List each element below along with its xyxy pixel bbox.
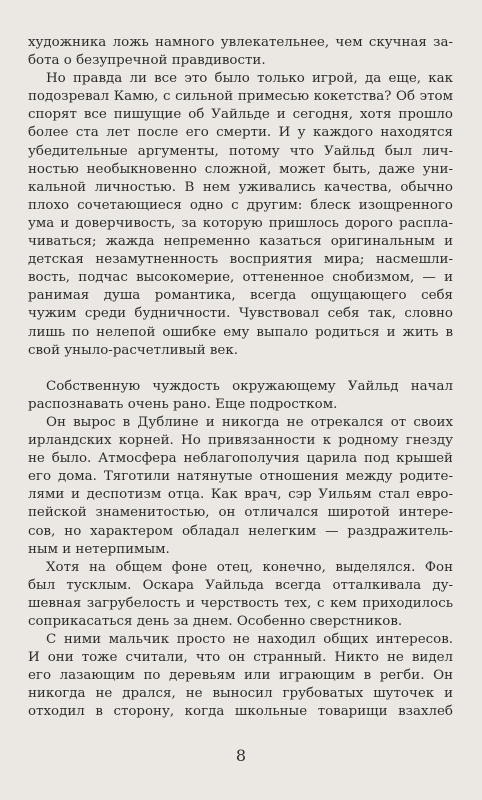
text-line: ранимая душа романтика, всегда ощущающего себя xyxy=(28,288,453,304)
text-line: чужим среди будничности. Чувствовал себя так, словно xyxy=(28,306,453,322)
text-line: художника ложь намного увлекательнее, чем скучная за- xyxy=(28,35,453,50)
text-line: подозревал Камю, с сильной примесью кокетства? Об этом xyxy=(28,89,453,105)
text-line: ирландских корней. Но привязанности к родному гнезду xyxy=(28,433,453,449)
text-line: плохо сочетающиеся одно с другим: блеск изощренного xyxy=(28,197,453,213)
page-number: 8 xyxy=(235,746,247,765)
text-line: его лазающим по деревьям или играющим в регби. Он xyxy=(28,668,453,684)
text-line: пейской знаменитостью, он отличался широтой интере- xyxy=(28,505,453,521)
text-line: ным и нетерпимым. xyxy=(28,541,170,557)
text-line: никогда не дрался, не выносил грубоватых шуточек и xyxy=(28,686,453,702)
text-line: более ста лет после его смерти. И у каждого находятся xyxy=(28,125,453,141)
text-line: детская незамутненность восприятия мира; насмешли- xyxy=(28,252,453,268)
body-text xyxy=(28,34,453,722)
text-line: отходил в сторону, когда школьные товарищи взахлеб xyxy=(28,704,453,720)
text-line: лями и деспотизм отца. Как врач, сэр Уильям стал евро- xyxy=(28,487,453,503)
text-line: распознавать очень рано. Еще подростком. xyxy=(28,396,338,412)
text-line: кальной личностью. В нем уживались качества, обычно xyxy=(28,179,453,195)
text-line: С ними мальчик просто не находил общих интересов. xyxy=(46,632,453,648)
text-line: был тусклым. Оскара Уайльда всегда отталкивала ду- xyxy=(28,577,453,593)
text-line: И они тоже считали, что он странный. Никто не видел xyxy=(28,650,453,666)
text-line: шевная загрубелость и черствость тех, с кем приходилось xyxy=(28,595,453,611)
text-line: Он вырос в Дублине и никогда не отрекался от своих xyxy=(46,414,453,430)
text-line: Собственную чуждость окружающему Уайльд начал xyxy=(46,378,453,394)
text-line: его дома. Тяготили натянутые отношения между родите- xyxy=(28,469,453,485)
text-line: убедительные аргументы, потому что Уайльд был лич- xyxy=(28,143,453,159)
text-line: ума и доверчивость, за которую пришлось дорого распла- xyxy=(28,215,453,231)
text-line: Хотя на общем фоне отец, конечно, выделялся. Фон xyxy=(46,559,453,575)
text-line: свой уныло-расчетливый век. xyxy=(28,342,238,358)
paragraph-gap xyxy=(28,360,453,378)
text-line: Но правда ли все это было только игрой, да еще, как xyxy=(46,71,453,87)
text-line: ностью необыкновенно сложной, может быть, даже уни- xyxy=(28,161,453,177)
text-line: бота о безупречной правдивости. xyxy=(28,53,266,69)
text-line: спорят все пишущие об Уайльде и сегодня, хотя прошло xyxy=(28,107,453,123)
text-line: вость, подчас высокомерие, оттененное снобизмом, — и xyxy=(28,270,453,286)
text-line: лишь по нелепой ошибке ему выпало родиться и жить в xyxy=(28,324,453,340)
text-line: соприкасаться день за днем. Особенно сверстников. xyxy=(28,614,403,629)
text-line: не было. Атмосфера неблагополучия царила под крышей xyxy=(28,451,453,467)
text-line: сов, но характером обладал нелегким — раздражитель- xyxy=(28,523,453,539)
text-line: чиваться; жажда непременно казаться оригинальным и xyxy=(28,234,453,250)
